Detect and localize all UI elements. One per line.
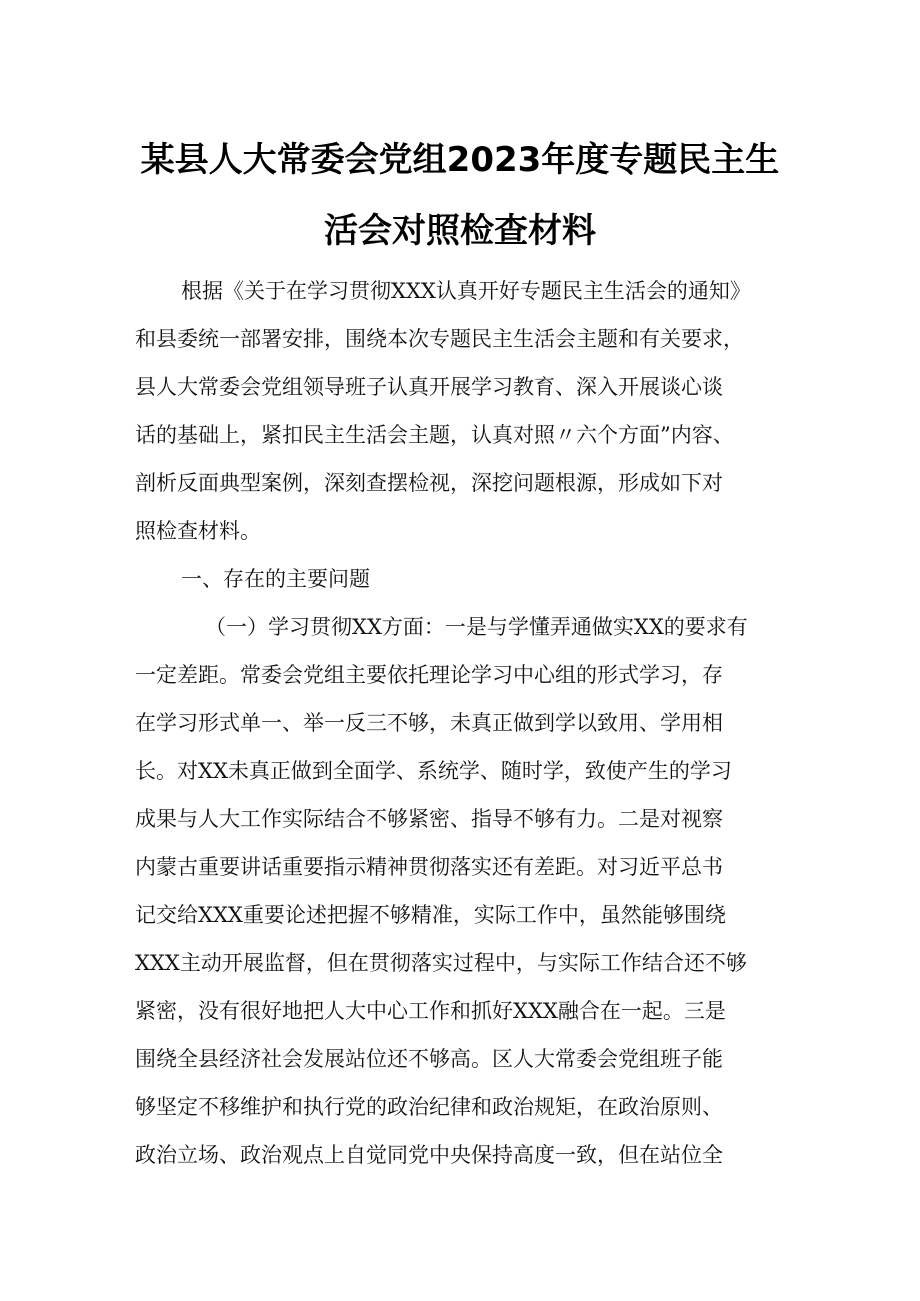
paragraph-line: 县人大常委会党组领导班子认真开展学习教育、深入开展谈心谈 [135, 375, 723, 399]
paragraph-line: 照检查材料。 [135, 519, 261, 543]
paragraph-line: 够坚定不移维护和执行党的政治纪律和政治规矩，在政治原则、 [135, 1095, 723, 1119]
paragraph-line: （一）学习贯彻XX方面：一是与学懂弄通做实XX的要求有 [205, 615, 748, 639]
paragraph-line: 剖析反面典型案例，深刻查摆检视，深挖问题根源，形成如下对 [135, 471, 723, 495]
paragraph-line: 根据《关于在学习贯彻XXX认真开好专题民主生活会的通知》 [181, 279, 751, 303]
paragraph-line: 紧密，没有很好地把人大中心工作和抓好XXX融合在一起。三是 [135, 999, 726, 1023]
paragraph-line: 成果与人大工作实际结合不够紧密、指导不够有力。二是对视察 [135, 807, 723, 831]
paragraph-line: 长。对XX未真正做到全面学、系统学、随时学，致使产生的学习 [135, 759, 732, 783]
paragraph-line: 政治立场、政治观点上自觉同党中央保持高度一致，但在站位全 [135, 1143, 723, 1167]
paragraph-line: 和县委统一部署安排，围绕本次专题民主生活会主题和有关要求， [135, 327, 744, 351]
document-title-line-2: 活会对照检查材料 [324, 211, 596, 251]
paragraph-line: 一定差距。常委会党组主要依托理论学习中心组的形式学习，存 [135, 663, 723, 687]
paragraph-line: 在学习形式单一、举一反三不够，未真正做到学以致用、学用相 [135, 711, 723, 735]
paragraph-line: 围绕全县经济社会发展站位还不够高。区人大常委会党组班子能 [135, 1047, 723, 1071]
paragraph-line: XXX主动开展监督，但在贯彻落实过程中，与实际工作结合还不够 [135, 951, 747, 975]
paragraph-line: 内蒙古重要讲话重要指示精神贯彻落实还有差距。对习近平总书 [135, 855, 723, 879]
paragraph-line: 话的基础上，紧扣民主生活会主题，认真对照〃六个方面”内容、 [135, 423, 734, 447]
section-heading: 一、存在的主要问题 [181, 567, 370, 591]
document-title-line-1: 某县人大常委会党组2023年度专题民主生 [140, 140, 780, 180]
paragraph-line: 记交给XXX重要论述把握不够精准，实际工作中，虽然能够围绕 [135, 903, 726, 927]
